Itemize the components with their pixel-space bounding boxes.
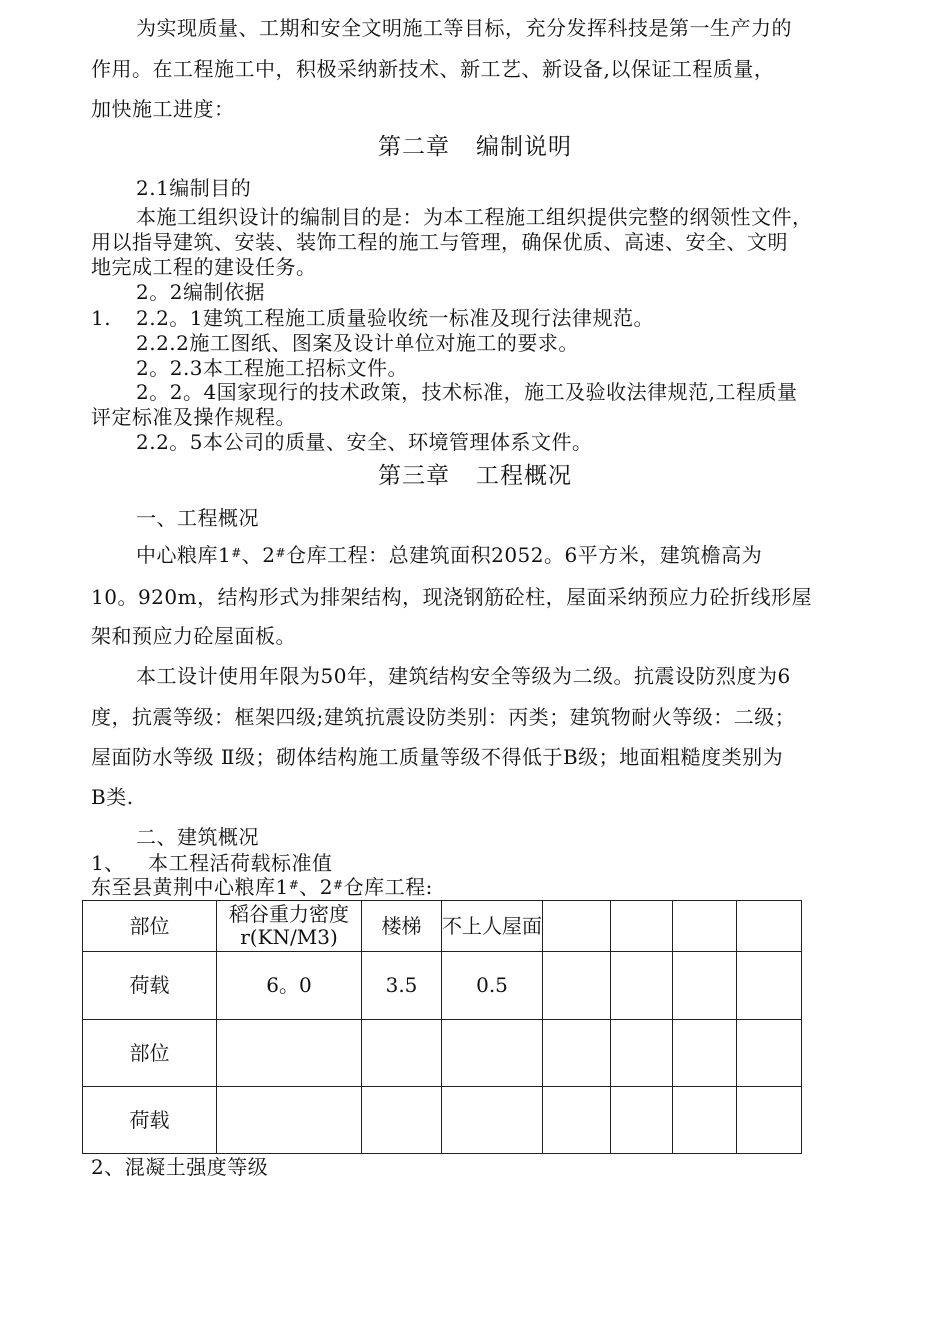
item-1-number: 1、 [91,851,125,875]
list-marker: 1. [91,306,112,330]
table-cell [737,952,802,1020]
section-3-1-heading: 一、工程概况 [136,506,259,530]
table-cell: 0.5 [442,952,543,1020]
caption-text-b: 、2 [299,875,334,899]
table-cell [543,1020,611,1087]
overview-para-2-line-2: 度，抗震等级：框架四级;建筑抗震设防类别：丙类；建筑物耐火等级：二级； [91,705,796,729]
table-cell: 部位 [83,1020,217,1087]
live-load-table [82,900,802,1154]
table-cell [362,1020,442,1087]
table-cell [673,1087,737,1154]
table-cell [611,901,673,952]
section-2-1-line-3: 地完成工程的建设任务。 [91,255,317,279]
chapter-2-title: 编制说明 [476,134,572,160]
table-cell [737,1020,802,1087]
table-row [83,901,802,952]
table-cell [217,1020,362,1087]
table-cell [737,1087,802,1154]
caption-text-a: 东至县黄荆中心粮库1 [91,875,289,899]
table-cell: 荷载 [83,1087,217,1154]
table-cell: 荷载 [83,952,217,1020]
basis-item-5: 2.2。5本公司的质量、安全、环境管理体系文件。 [136,430,593,454]
table-row [83,1087,802,1154]
table-cell [673,901,737,952]
superscript-mark: # [275,546,287,560]
table-cell [611,952,673,1020]
section-2-2-heading: 2。2编制依据 [136,280,265,304]
basis-item-3: 2。2.3本工程施工招标文件。 [136,356,409,380]
overview-text-c: 仓库工程：总建筑面积2052。6平方米，建筑檐高为 [286,543,763,567]
table-caption [91,875,433,899]
table-cell [673,952,737,1020]
basis-item-2: 2.2.2施工图纸、图案及设计单位对施工的要求。 [136,331,579,355]
table-cell [442,1020,543,1087]
item-2-heading: 2、混凝土强度等级 [91,1155,269,1179]
basis-item-1: 2.2。1建筑工程施工质量验收统一标准及现行法律规范。 [136,306,655,330]
intro-line-2: 作用。在工程施工中，积极采纳新技术、新工艺、新设备,以保证工程质量， [91,57,775,81]
table-cell [737,901,802,952]
section-2-1-line-2: 用以指导建筑、安装、装饰工程的施工与管理，确保优质、高速、安全、文明 [91,230,788,254]
table-row [83,1020,802,1087]
intro-line-3: 加快施工进度： [91,97,235,121]
table-cell: 3.5 [362,952,442,1020]
table-cell [543,901,611,952]
basis-item-4-line-1: 2。2。4国家现行的技术政策，技术标准，施工及验收法律规范,工程质量 [136,380,798,404]
table-cell [217,1087,362,1154]
table-cell [543,952,611,1020]
overview-para-1-line-3: 架和预应力砼屋面板。 [91,624,296,648]
table-row [83,952,802,1020]
table-cell: 稻谷重力密度r(KN/M3) [217,901,362,952]
caption-text-c: 仓库工程: [343,875,433,899]
table-cell [611,1087,673,1154]
table-cell [362,1087,442,1154]
chapter-3-heading [0,462,950,490]
section-2-1-line-1: 本施工组织设计的编制目的是：为本工程施工组织提供完整的纲领性文件， [136,205,813,229]
chapter-2-heading [0,133,950,161]
superscript-mark: # [231,546,242,560]
overview-para-2-line-1: 本工设计使用年限为50年，建筑结构安全等级为二级。抗震设防烈度为6 [136,664,791,688]
chapter-3-number: 第三章 [378,463,450,489]
table-cell [611,1020,673,1087]
superscript-mark: # [333,878,344,892]
superscript-mark: # [288,878,300,892]
item-1-text: 本工程活荷载标准值 [148,851,333,875]
intro-line-1: 为实现质量、工期和安全文明施工等目标，充分发挥科技是第一生产力的 [136,16,792,40]
table-cell [442,1087,543,1154]
table-cell: 楼梯 [362,901,442,952]
chapter-2-number: 第二章 [378,134,450,160]
overview-text-a: 中心粮库1 [136,543,232,567]
overview-para-1-line-2: 10。920m，结构形式为排架结构，现浇钢筋砼柱，屋面采纳预应力砼折线形屋 [91,585,813,609]
table-cell [543,1087,611,1154]
overview-para-1-line-1 [136,543,762,567]
table-cell: 部位 [83,901,217,952]
overview-text-b: 、2 [241,543,276,567]
chapter-3-title: 工程概况 [476,463,572,489]
section-2-1-heading: 2.1编制目的 [136,176,252,200]
basis-item-4-line-2: 评定标准及操作规程。 [91,405,296,429]
table-cell [673,1020,737,1087]
table-cell: 不上人屋面 [442,901,543,952]
overview-para-2-line-3: 屋面防水等级 Ⅱ级；砌体结构施工质量等级不得低于B级；地面粗糙度类别为 [91,745,784,769]
section-3-2-heading: 二、建筑概况 [136,825,259,849]
table-cell: 6。0 [217,952,362,1020]
overview-para-2-line-4: B类. [91,785,134,809]
